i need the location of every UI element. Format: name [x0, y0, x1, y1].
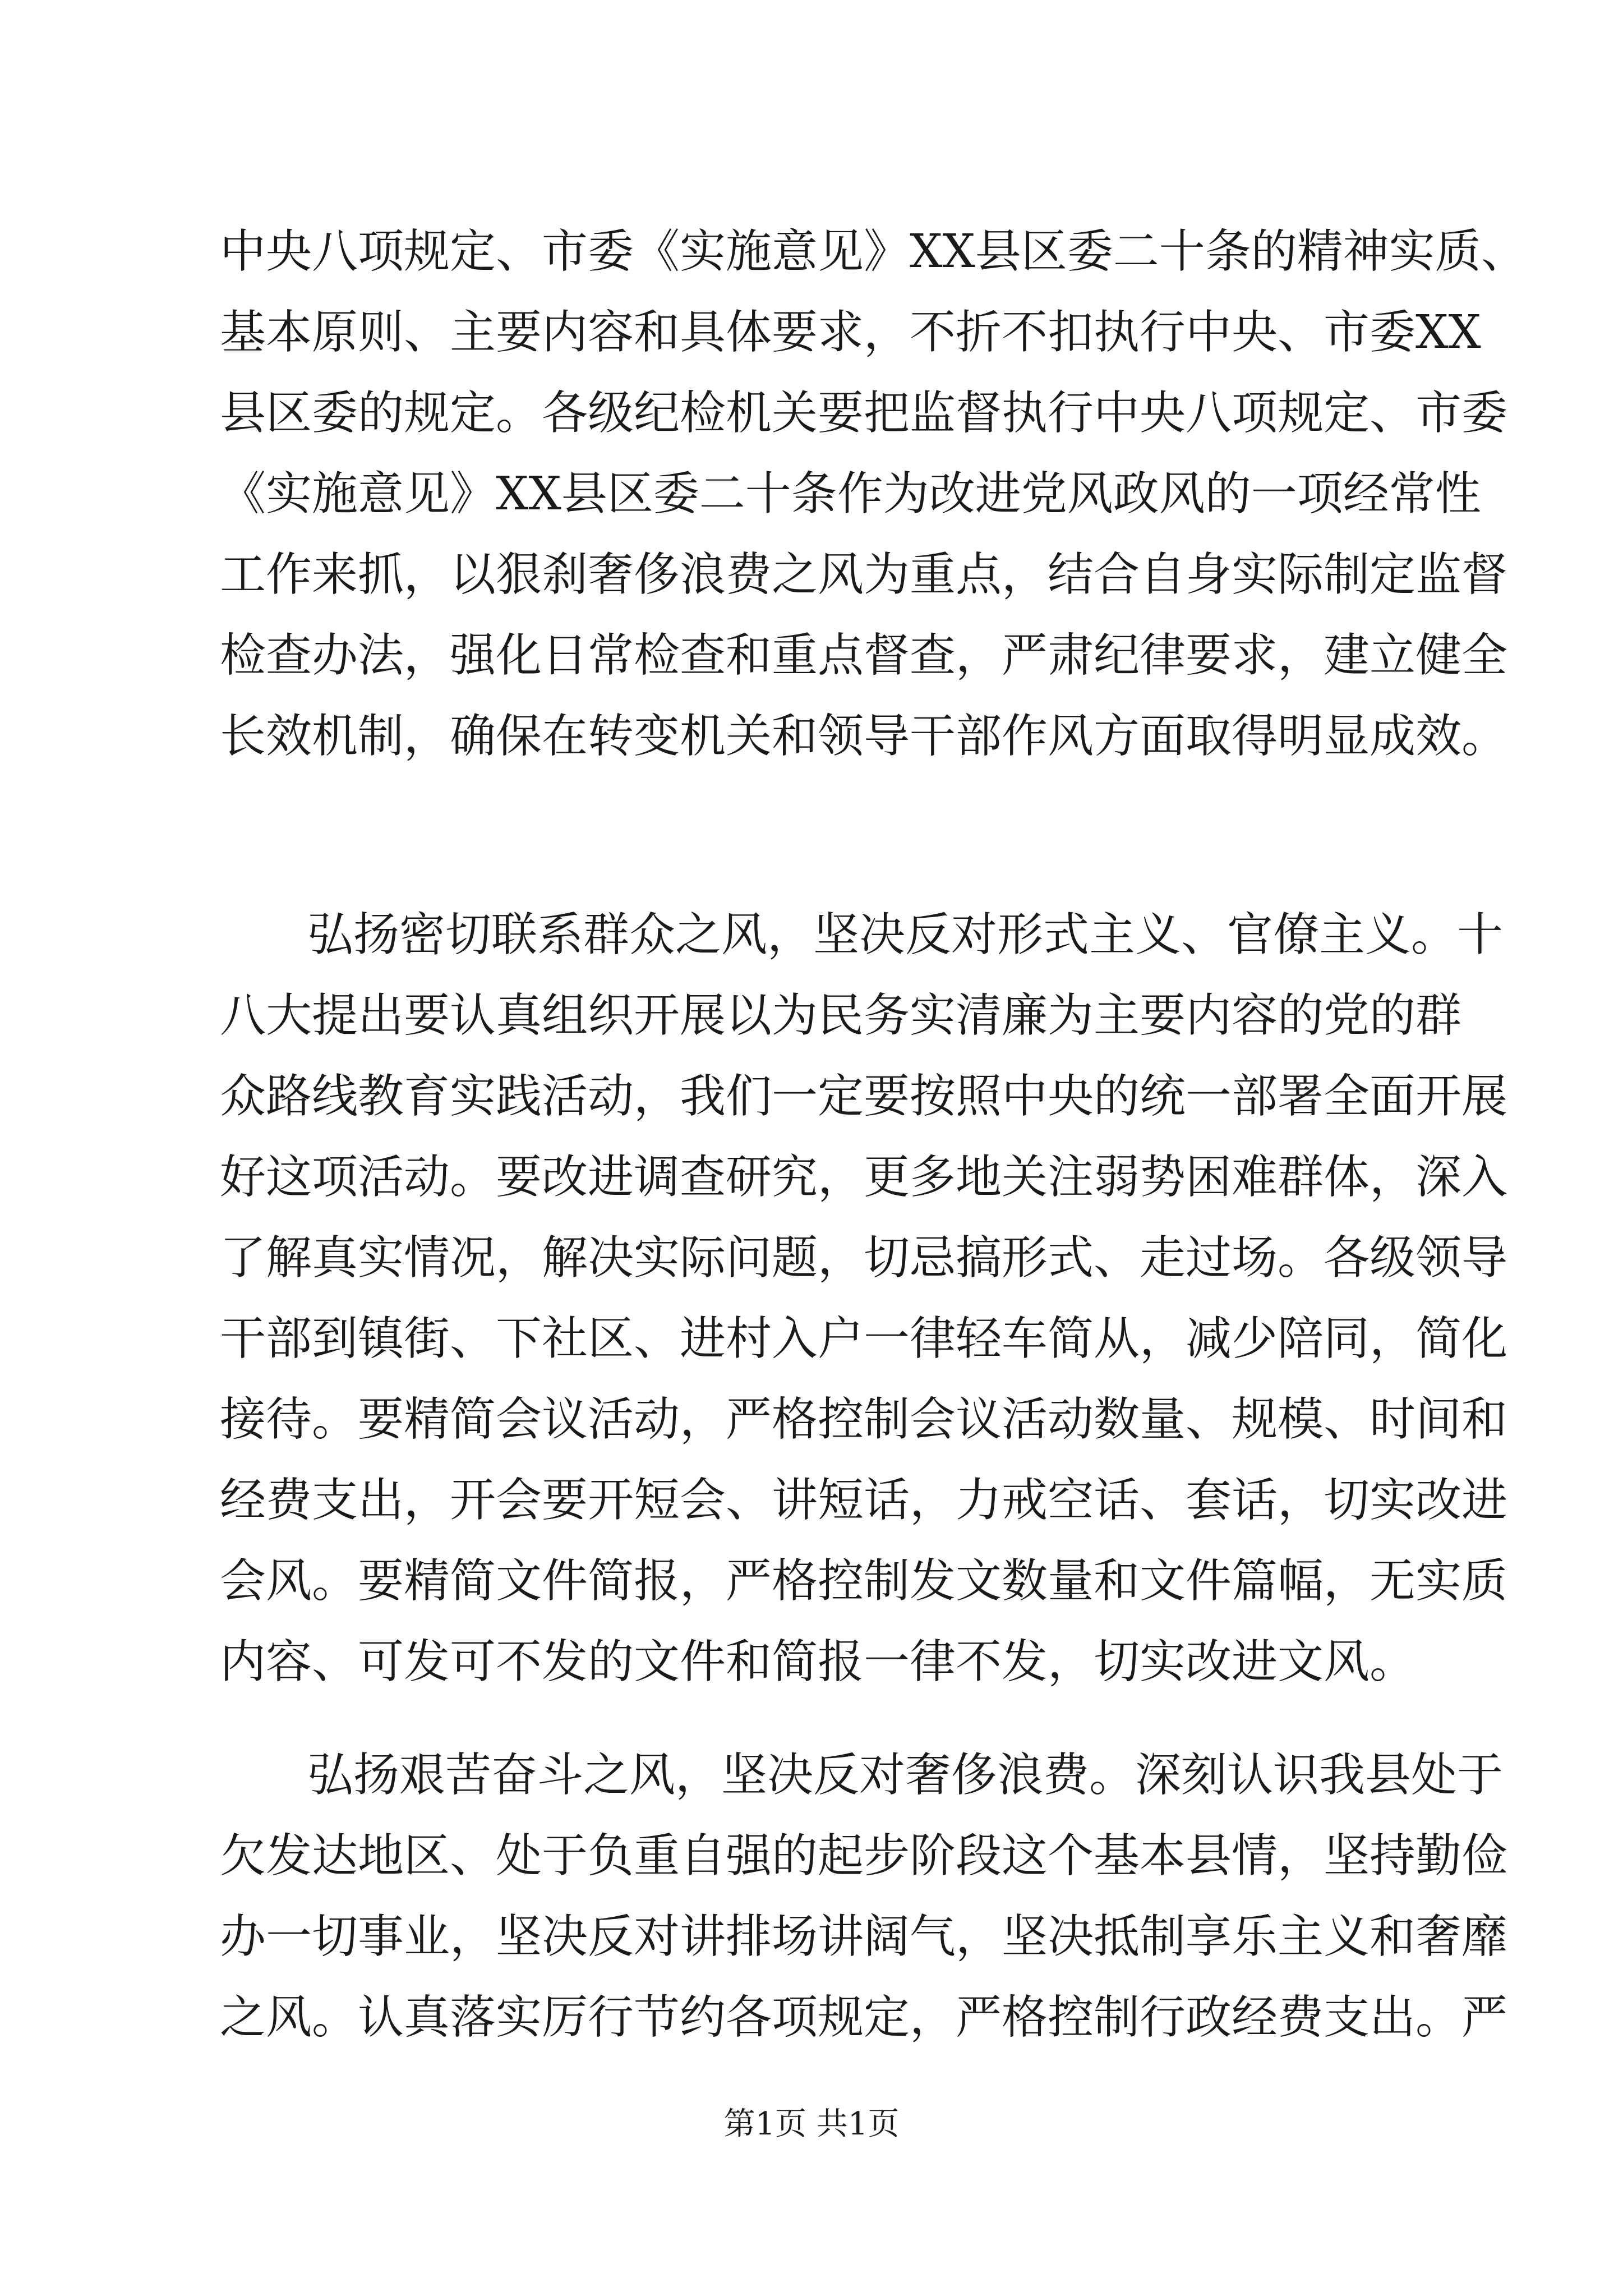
text-line: 欠发达地区、处于负重自强的起步阶段这个基本县情，坚持勤俭: [220, 1829, 1508, 1883]
text-line: 中央八项规定、市委《实施意见》XX县区委二十条的精神实质、: [220, 225, 1527, 278]
text-line: 长效机制，确保在转变机关和领导干部作风方面取得明显成效。: [220, 710, 1508, 763]
text-line: 经费支出，开会要开短会、讲短话，力戒空话、套话，切实改进: [220, 1474, 1508, 1527]
text-line: 干部到镇街、下社区、进村入户一律轻车简从，减少陪同，简化: [220, 1312, 1508, 1365]
text-line: 弘扬艰苦奋斗之风，坚决反对奢侈浪费。深刻认识我县处于: [307, 1749, 1504, 1802]
text-line: 办一切事业，坚决反对讲排场讲阔气，坚决抵制享乐主义和奢靡: [220, 1910, 1508, 1963]
text-line: 县区委的规定。各级纪检机关要把监督执行中央八项规定、市委: [220, 386, 1508, 440]
text-line: 检查办法，强化日常检查和重点督查，严肃纪律要求，建立健全: [220, 629, 1508, 682]
text-line: 了解真实情况，解决实际问题，切忌搞形式、走过场。各级领导: [220, 1231, 1508, 1285]
text-line: 弘扬密切联系群众之风，坚决反对形式主义、官僚主义。十: [307, 908, 1504, 961]
page-footer: 第1页 共1页: [723, 2106, 900, 2142]
text-line: 好这项活动。要改进调查研究，更多地关注弱势困难群体，深入: [220, 1151, 1508, 1204]
text-line: 接待。要精简会议活动，严格控制会议活动数量、规模、时间和: [220, 1393, 1508, 1446]
text-line: 内容、可发可不发的文件和简报一律不发，切实改进文风。: [220, 1635, 1416, 1688]
text-line: 工作来抓，以狠刹奢侈浪费之风为重点，结合自身实际制定监督: [220, 548, 1508, 601]
text-line: 众路线教育实践活动，我们一定要按照中央的统一部署全面开展: [220, 1070, 1508, 1123]
text-line: 基本原则、主要内容和具体要求，不折不扣执行中央、市委XX: [220, 306, 1481, 359]
text-line: 之风。认真落实厉行节约各项规定，严格控制行政经费支出。严: [220, 1991, 1508, 2044]
text-line: 《实施意见》XX县区委二十条作为改进党风政风的一项经常性: [220, 467, 1481, 521]
text-line: 会风。要精简文件简报，严格控制发文数量和文件篇幅，无实质: [220, 1554, 1508, 1608]
text-line: 八大提出要认真组织开展以为民务实清廉为主要内容的党的群: [220, 989, 1462, 1042]
